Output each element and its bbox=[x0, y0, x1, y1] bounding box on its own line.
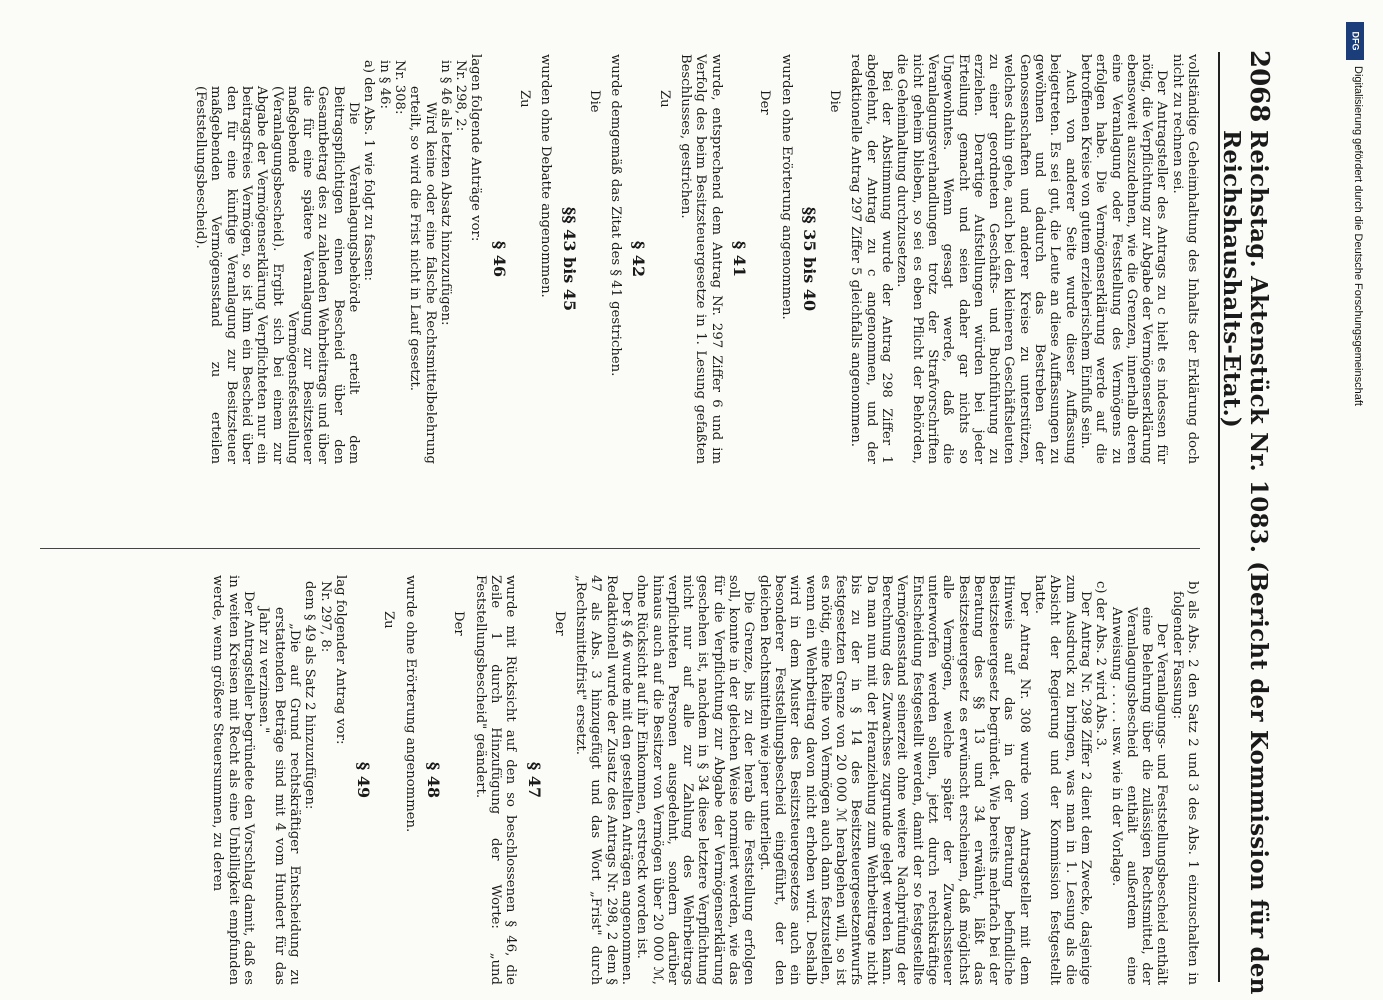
paragraph: b) als Abs. 2 den Satz 2 und 3 des Abs. 1 einzuschalten in folgender Fassung: bbox=[1169, 581, 1200, 985]
lead-word: Zu bbox=[381, 611, 397, 629]
paragraph: a) den Abs. 1 wie folgt zu fassen: bbox=[361, 60, 377, 281]
paragraph: Bei der Abstimmung wurde der Antrag 298 Ziffer 1 abgelehnt, der Antrag zu c angenommen, und der redaktionelle Antrag 297 Ziffer 5 gleichfalls angenommen. bbox=[848, 54, 895, 464]
dfg-logo-icon: DFG bbox=[1346, 22, 1364, 60]
credit-text: Digitalisierung gefördert durch die Deutsche Forschungsgemeinschaft bbox=[1352, 66, 1364, 406]
paragraph: Die Veranlagungsbehörde erteilt dem Beitragspflichtigen einen Bescheid über den Gesamtbetrag des zu zahlenden Wehrbeitrags und über die für eine spätere Veranlagung zur Besitzsteuer maßgebende Vermögensfeststellung (Veranlagungsbescheid). Ergibt sich bei einem zur Abgabe der Vermögenserklärung Verpflichteten nur ein beitragsfreies Vermögen, so ist ihm ein Bescheid über den für eine künftige Veranlagung zur Besitzsteuer maßgebenden Vermögensstand zu erteilen (Feststellungsbescheid). bbox=[193, 86, 362, 464]
paragraph: Der Veranlagungs- und Feststellungsbescheid enthält eine Belehrung über die zulässigen Rechtsmittel, der Veranlagungsbescheid enthält außerdem eine Anweisung . . . . . usw. wie in der Vorlage. bbox=[1108, 607, 1170, 985]
page-header bbox=[1216, 0, 1274, 1000]
digitization-credit bbox=[1342, 22, 1372, 742]
lead-word: Zu bbox=[517, 90, 533, 108]
page-number: 2068 bbox=[1244, 50, 1274, 123]
lead-word: Zu bbox=[656, 90, 672, 108]
section-heading: §§ 43 bis 45 bbox=[559, 206, 579, 312]
paragraph: Der § 46 wurde mit den gestellten Anträgen angenommen. Redaktionell wurde der Zusatz des Antrags Nr. 298, 2 dem § 47 als Abs. 3 hinzugefügt und das Wort „Frist" durch „Rechtsmittelfrist" ersetzt. bbox=[573, 575, 635, 985]
paragraph: Nr. 297, 8: bbox=[317, 581, 333, 653]
section-heading: § 42 bbox=[629, 240, 649, 278]
paragraph: Der Antragsteller begründete den Vorschlag damit, daß es in weiten Kreisen mit Recht als eine Unbilligkeit empfunden werde, wenn größere Steuersummen, zu deren bbox=[210, 575, 257, 985]
running-title: Reichstag. Aktenstück Nr. 1083. (Bericht der Kommission für den Reichshaushalts-Etat.) bbox=[1218, 130, 1272, 995]
lead-word: Der bbox=[551, 611, 567, 636]
paragraph: Der Antrag Nr. 308 wurde vom Antragsteller mit dem Hinweis auf das in der Beratung befindliche Besitzsteuergesetz begründet. Wie bereits mehrfach bei der Beratung des §§ 13 und 34 erwähnt, läßt das Besitzsteuergesetz es erwünscht erscheinen, daß möglichst alle Vermögen, welche später der Zuwachssteuer unterworfen werden sollen, jetzt durch rechtskräftige Entscheidung festgestellt werden, damit der so festgestellte Vermögensstand seinerzeit ohne weitere Nachprüfung der Berechnung des Zuwachses zugrunde gelegt werden kann. Da man nun mit der Heranziehung zum Wehrbeitrage nicht bis zu der in § 14 des Besitzsteuergesetzentwurfs festgesetzten Grenze von 20 000 ℳ herabgehen will, so ist es nötig, eine Reihe von Vermögen auch dann festzustellen, wenn ein Wehrbeitrag davon nicht erhoben wird. Deshalb wird in dem Muster des Besitzsteuergesetzes auch ein besonderer Feststellungsbescheid eingeführt, der den gleichen Rechtsmitteln wie jener unterliegt. bbox=[756, 575, 1032, 985]
paragraph: wurde demgemäß das Zitat des § 41 gestrichen. bbox=[608, 54, 624, 377]
section-heading: § 49 bbox=[354, 761, 374, 799]
paragraph: „Die auf Grund rechtskräftiger Entscheidung zu erstattenden Beträge sind mit 4 vom Hundert für das Jahr zu verzinsen." bbox=[256, 607, 302, 985]
paragraph: wurde mit Rücksicht auf den so beschlossenen § 46, die Zeile 1 durch Hinzufügung der Worte: „und Feststellungsbescheid" geändert. bbox=[472, 575, 519, 985]
paragraph: Der Antragsteller des Antrags zu c hielt es indessen für nötig, die Verpflichtung zur Abgabe der Vermögenserklärung ebensoweit auszudehnen, wie die Grenzen, innerhalb deren eine Veranlagung oder Feststellung des Vermögens zu erfolgen habe. Die Vermögenserklärung werde auf die betroffenen Kreise von gutem erzieherischem Einfluß sein. bbox=[1077, 54, 1170, 464]
paragraph: Der Antrag Nr. 298 Ziffer 2 dient dem Zwecke, dasjenige zum Ausdruck zu bringen, was man in 1. Lesung als die Absicht der Regierung und der Kommission festgestellt hatte. bbox=[1032, 575, 1093, 985]
paragraph: wurden ohne Erörterung angenommen. bbox=[778, 54, 794, 320]
paragraph: wurde ohne Erörterung angenommen. bbox=[402, 575, 418, 833]
lead-word: Die bbox=[586, 90, 602, 113]
left-column bbox=[40, 54, 1200, 464]
paragraph: in § 46 als letzten Absatz hinzuzufügen: bbox=[437, 60, 453, 326]
column-divider bbox=[40, 548, 1200, 549]
paragraph: vollständige Geheimhaltung des Inhalts der Erklärung doch nicht zu rechnen sei. bbox=[1169, 54, 1200, 464]
paragraph: lag folgender Antrag vor: bbox=[332, 575, 348, 745]
right-column bbox=[40, 575, 1200, 985]
paragraph: wurde, entsprechend dem Antrag Nr. 297 Ziffer 6 und im Verfolg des beim Besitzsteuergesetze in 1. Lesung gefaßten Beschlusses, gestrichen. bbox=[678, 54, 724, 464]
header-rule bbox=[1218, 52, 1220, 982]
paragraph: Wird keine oder eine falsche Rechtsmittelbelehrung erteilt, so wird die Frist nicht in Lauf gesetzt. bbox=[407, 86, 438, 464]
section-heading: § 48 bbox=[424, 761, 444, 799]
lead-word: Der bbox=[451, 611, 467, 636]
paragraph: Auch von anderer Seite wurde dieser Auffassung beigetreten. Es sei gut, die Leute an diese Auffassungen zu gewöhnen und dadurch das Bestreben der Genossenschaften und anderer Kreise zu unterstützen, welches dahin gehe, auch bei den kleineren Geschäftsleuten zu einer geordneten Geschäfts- und Buchführung zu erziehen. Derartige Aufstellungen würden bei jeder Erteilung gemacht und seien daher gar nichts so Ungewohntes. Wenn gesagt werde, daß die Veranlagungsverhandlungen trotz der Strafvorschriften nicht geheim blieben, so sei es eben Pflicht der Behörden, die Geheimhaltung durchzusetzen. bbox=[894, 54, 1078, 464]
section-heading: § 41 bbox=[729, 240, 749, 278]
section-heading: § 47 bbox=[524, 761, 544, 799]
paragraph: c) der Abs. 2 wird Abs. 3. bbox=[1093, 581, 1109, 751]
paragraph: lagen folgende Anträge vor: bbox=[468, 54, 484, 242]
paragraph: in § 46: bbox=[376, 60, 392, 109]
section-heading: § 46 bbox=[489, 240, 509, 278]
paragraph: Nr. 308: bbox=[391, 60, 407, 115]
paragraph: Die Grenze, bis zu der herab die Feststellung erfolgen soll, konnte in der gleichen Weise normiert werden, wie das für die Verpflichtung zur Abgabe der Vermögenserklärung geschehen ist, nachdem in § 34 diese letztere Verpflichtung nicht nur auf alle zur Zahlung des Wehrbeitrags verpflichteten Personen ausgedehnt, sondern darüber hinaus auch auf die Besitzer von Vermögen über 20 000 ℳ, ohne Rücksicht auf ihr Einkommen, erstreckt worden ist. bbox=[634, 575, 757, 985]
paragraph: dem § 49 als Satz 2 hinzuzufügen: bbox=[302, 581, 318, 810]
paragraph: wurden ohne Debatte angenommen. bbox=[538, 54, 554, 298]
lead-word: Der bbox=[757, 90, 773, 115]
paragraph: Nr. 298, 2: bbox=[453, 60, 469, 132]
section-heading: §§ 35 bis 40 bbox=[799, 206, 819, 312]
lead-word: Die bbox=[827, 90, 843, 113]
